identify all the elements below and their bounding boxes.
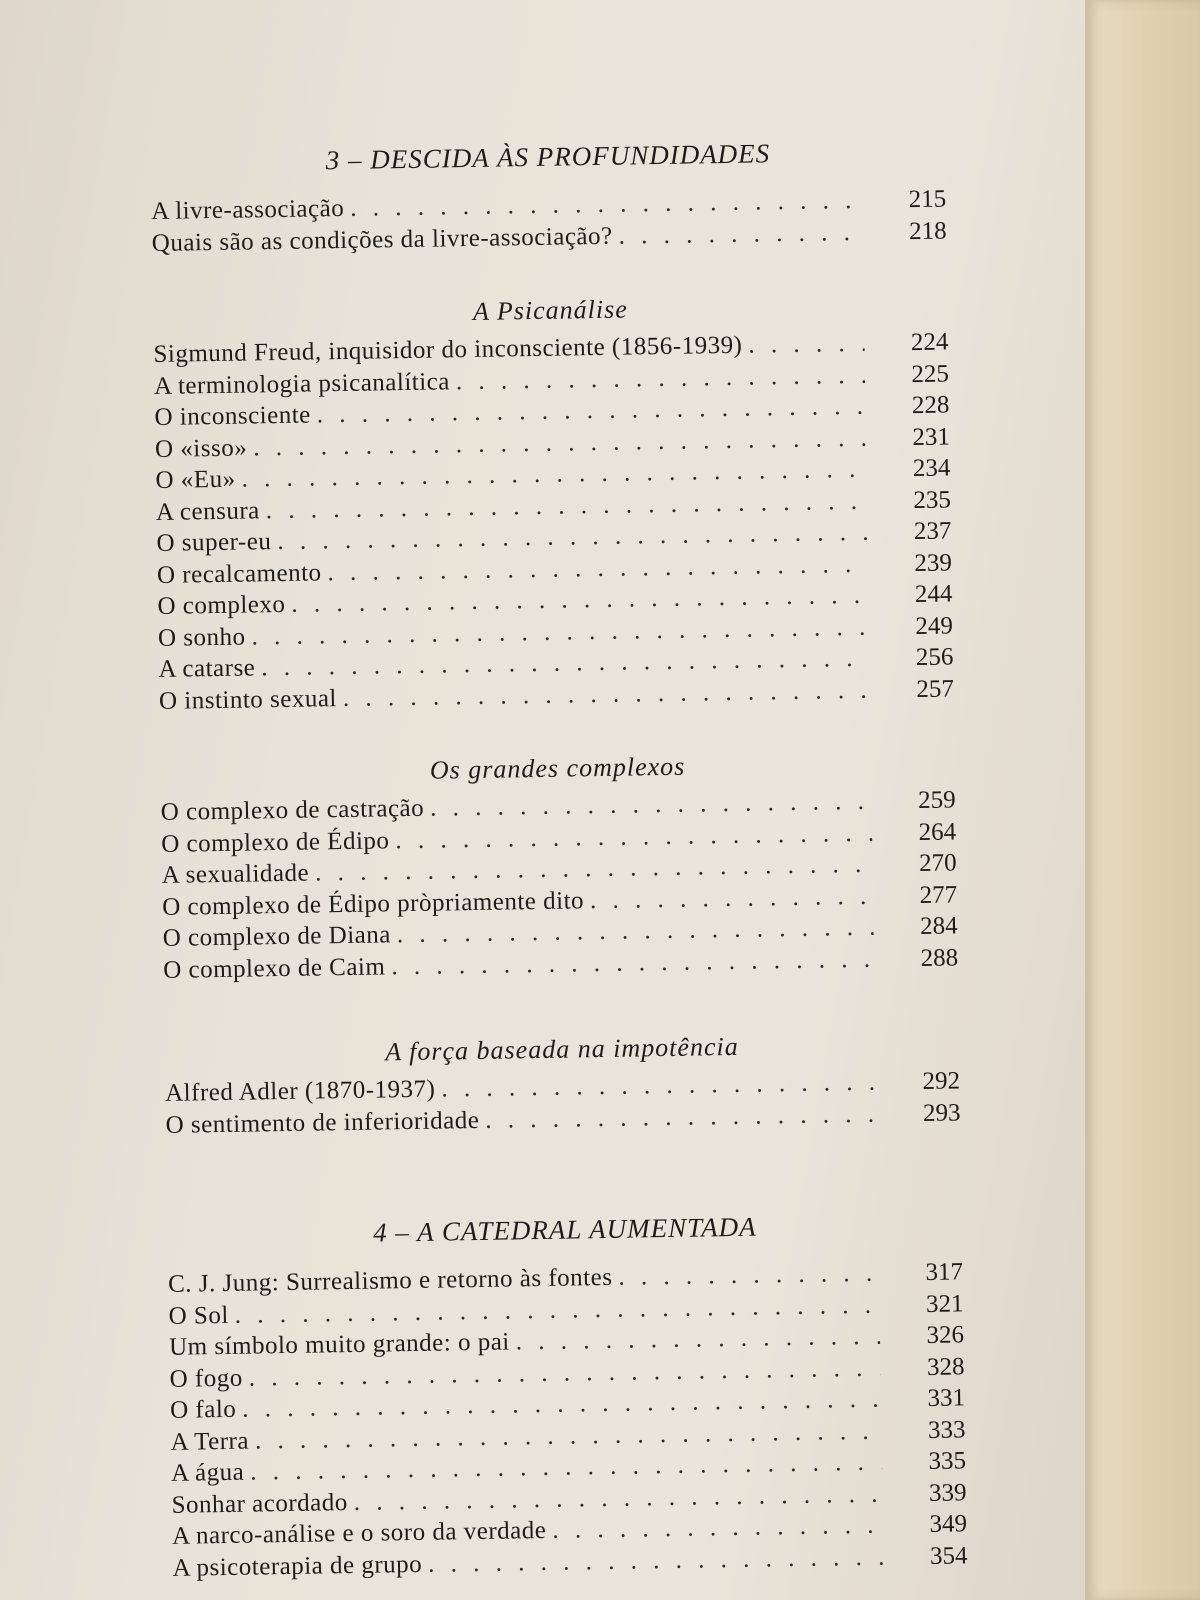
entry-page-number: 257 (916, 674, 955, 703)
entry-title: O instinto sexual (158, 684, 338, 715)
entry-page-number: 259 (917, 786, 956, 815)
entry-page-number: 228 (911, 391, 950, 420)
entry-page-number: 224 (910, 328, 949, 357)
entry-title: O sentimento de inferioridade (165, 1106, 480, 1139)
entry-title: O falo (169, 1395, 237, 1424)
part-heading: 3 – DESCIDA ÀS PROFUNDIDADES (325, 138, 771, 176)
entry-page-number: 244 (914, 580, 953, 609)
entry-title: Sonhar acordado (171, 1488, 348, 1519)
entry-page-number: 333 (927, 1415, 966, 1444)
entry-page-number: 339 (928, 1478, 967, 1507)
entry-title: A Terra (170, 1427, 250, 1456)
dot-leader (552, 1510, 883, 1547)
entry-list (160, 784, 958, 985)
entry-page-number: 317 (925, 1258, 964, 1286)
section-heading: Os grandes complexos (429, 751, 686, 785)
entry-page-number: 277 (919, 880, 958, 909)
section-heading: A Psicanálise (472, 294, 628, 326)
entry-page-number: 321 (925, 1289, 964, 1318)
entry-page-number: 235 (913, 485, 952, 514)
entry-page-number: 349 (929, 1510, 968, 1538)
entry-title: A narco-análise e o soro da verdade (171, 1516, 547, 1550)
entry-title: O inconsciente (154, 401, 311, 431)
entry-page-number: 231 (912, 422, 951, 451)
entry-title: Alfred Adler (1870-1937) (164, 1075, 436, 1107)
entry-title: C. J. Jung: Surrealismo e retorno às fontes (167, 1263, 613, 1298)
entry-title: Quais são as condições da livre-associação? (151, 222, 613, 257)
entry-title: O complexo de Caim (162, 952, 386, 984)
entry-title: O complexo de castração (160, 794, 425, 826)
dot-leader (618, 216, 863, 251)
entry-title: O «Eu» (155, 465, 236, 494)
entry-page-number: 326 (926, 1321, 965, 1349)
entry-title: Um símbolo muito grande: o pai (168, 1328, 510, 1361)
entry-page-number: 284 (919, 912, 958, 941)
entry-title: A sexualidade (161, 859, 310, 889)
entry-title: A catarse (158, 654, 256, 683)
dot-leader (590, 880, 874, 916)
entry-page-number: 249 (915, 611, 954, 640)
entry-title: A psicoterapia de grupo (172, 1550, 423, 1582)
entry-list (165, 1065, 961, 1140)
entry-list (153, 326, 954, 716)
table-of-contents (150, 118, 968, 1584)
entry-page-number: 354 (929, 1541, 968, 1570)
entry-title: O super-eu (156, 528, 272, 557)
entry-title: O Sol (168, 1301, 229, 1330)
entry-page-number: 293 (922, 1098, 961, 1127)
entry-list (151, 184, 947, 259)
entry-title: O complexo (157, 590, 286, 620)
entry-page-number: 292 (922, 1067, 961, 1095)
entry-title: A censura (155, 496, 260, 526)
entry-page-number: 270 (918, 849, 957, 878)
entry-title: O recalcamento (156, 558, 322, 589)
entry-page-number: 215 (908, 185, 947, 214)
entry-title: O sonho (157, 623, 246, 652)
entry-page-number: 256 (915, 643, 954, 672)
next-page-edge (1085, 0, 1200, 1600)
entry-title: O complexo de Édipo pròpriamente dito (161, 886, 585, 921)
entry-page-number: 234 (912, 454, 951, 483)
entry-title: O «isso» (154, 434, 248, 463)
dot-leader (485, 1098, 877, 1136)
entry-page-number: 264 (918, 817, 957, 846)
entry-page-number: 218 (908, 217, 947, 245)
entry-page-number: 331 (927, 1384, 966, 1412)
dot-leader (618, 1258, 879, 1294)
entry-title: O complexo de Édipo (161, 826, 390, 858)
entry-page-number: 237 (913, 517, 952, 546)
entry-page-number: 328 (926, 1352, 965, 1381)
dot-leader (748, 328, 865, 361)
entry-title: A água (170, 1458, 245, 1487)
entry-title: A terminologia psicanalítica (153, 367, 451, 400)
entry-list (168, 1256, 968, 1583)
entry-page-number: 288 (920, 943, 959, 972)
entry-page-number: 335 (928, 1447, 967, 1475)
entry-title: O complexo de Diana (162, 921, 392, 952)
part-heading: 4 – A CATEDRAL AUMENTADA (372, 1211, 757, 1248)
entry-title: A livre-associação (151, 194, 345, 225)
entry-page-number: 225 (911, 359, 950, 388)
entry-title: Sigmund Freud, inquisidor do inconsciente (1856-1939) (153, 331, 743, 368)
entry-page-number: 239 (914, 548, 953, 577)
section-heading: A força baseada na impotência (385, 1031, 739, 1067)
entry-title: O fogo (169, 1364, 243, 1393)
